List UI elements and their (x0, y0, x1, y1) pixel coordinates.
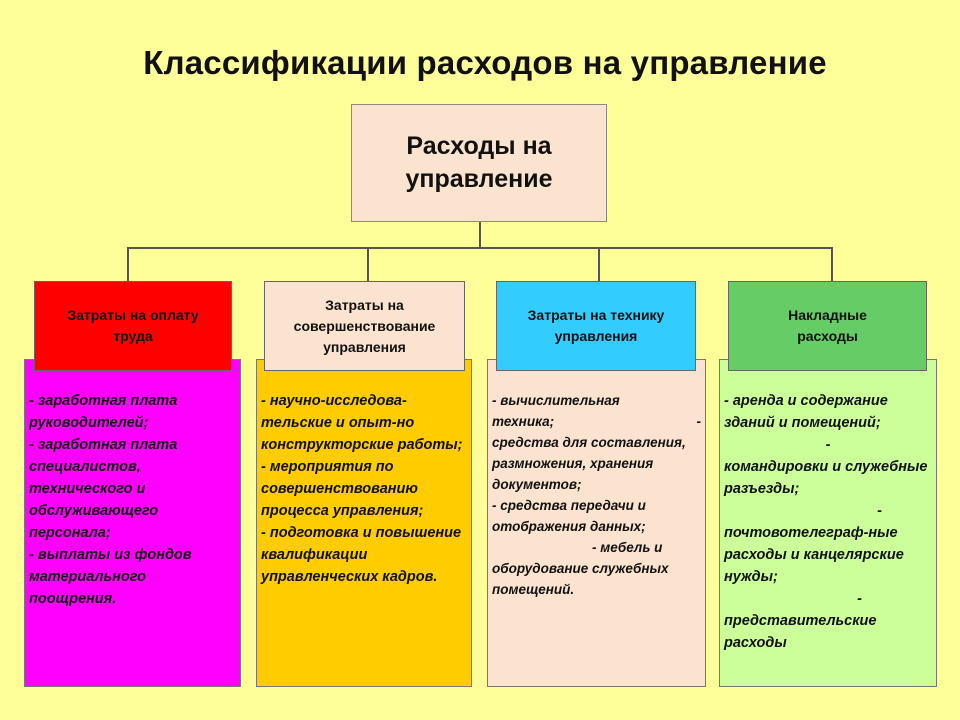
body-item: - (857, 591, 862, 607)
body-item: - (696, 414, 701, 429)
connector-horizontal (127, 247, 833, 249)
body-item: - выплаты из фондов материального поощрения. (29, 547, 192, 607)
body-item: - вычислительная техника; (492, 393, 620, 429)
root-label-line2: управление (405, 165, 553, 193)
connector-drop-4 (831, 247, 833, 281)
category-body-labor (24, 359, 241, 687)
body-item: - подготовка и повышение квалификации управленческих кадров. (261, 525, 462, 585)
connector-root-down (479, 222, 481, 248)
connector-drop-1 (127, 247, 129, 281)
body-item: командировки и служебные разъезды; (724, 459, 928, 497)
body-item: - (825, 437, 831, 453)
category-head-improvement (264, 281, 465, 371)
root-node (351, 104, 607, 222)
connector-drop-3 (598, 247, 600, 281)
head-label-line1: Затраты на (325, 296, 404, 313)
head-label-line2: совершенствование (293, 317, 436, 334)
body-item: почтовотелеграф-ные расходы и канцелярские нужды; (724, 525, 904, 585)
head-label-line2: труда (113, 328, 153, 344)
category-head-labor (34, 281, 232, 371)
body-item: - заработная плата руководителей; (29, 393, 178, 431)
body-item: средства для составления, размножения, хранения документов; (492, 435, 686, 492)
body-item: - средства передачи и отображения данных; (492, 498, 646, 534)
head-label-line3: управления (323, 338, 406, 355)
body-item: - аренда и содержание зданий и помещений; (724, 393, 888, 431)
head-label-line1: Накладные (788, 307, 867, 323)
root-label-line1: Расходы на (406, 132, 552, 160)
diagram-title: Классификации расходов на управление (143, 44, 827, 81)
connector-drop-2 (367, 247, 369, 281)
head-label-line2: расходы (797, 328, 858, 344)
head-label-line2: управления (554, 328, 638, 344)
head-label-line1: Затраты на технику (527, 307, 665, 323)
category-head-technology (496, 281, 696, 371)
head-label-line1: Затраты на оплату (67, 307, 199, 323)
body-item: - мебель и оборудование служебных помещений. (492, 540, 669, 597)
body-item: - научно-исследова-тельские и опыт-но конструкторские работы; (261, 393, 463, 453)
body-item: представительские расходы (724, 613, 877, 651)
category-body-improvement (256, 359, 472, 687)
body-item: - (877, 503, 882, 519)
category-body-technology (487, 359, 706, 687)
category-body-overhead (719, 359, 937, 687)
category-head-overhead (728, 281, 927, 371)
body-item: - мероприятия по совершенствованию процесса управления; (261, 459, 424, 519)
body-item: - заработная плата специалистов, технического и обслуживающего персонала; (29, 437, 178, 541)
